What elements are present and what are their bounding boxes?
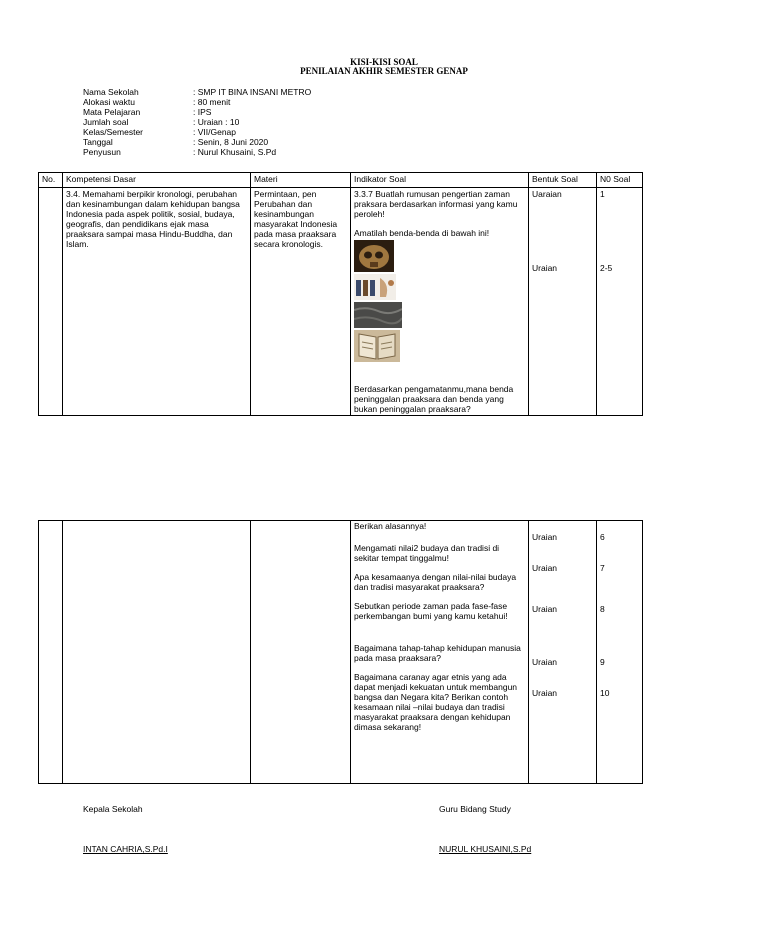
meta-row	[83, 107, 311, 117]
header-no-soal: N0 Soal	[597, 173, 643, 188]
meta-row	[83, 127, 311, 137]
cave-wall-image	[354, 302, 402, 328]
meta-label: Mata Pelajaran	[83, 107, 141, 117]
document-title: KISI-KISI SOAL	[350, 57, 418, 67]
indikator-text: Mengamati nilai2 budaya dan tradisi di sekitar tempat tinggalmu!	[354, 543, 500, 564]
cell-bentuk-soal	[529, 521, 597, 784]
no-soal-value: 8	[600, 604, 605, 615]
meta-value: : Senin, 8 Juni 2020	[193, 137, 269, 147]
cell-materi	[251, 521, 351, 784]
meta-value: : SMP IT BINA INSANI METRO	[193, 87, 312, 97]
header-no: No.	[39, 173, 63, 188]
indikator-text: Berdasarkan pengamatanmu,mana benda peninggalan praaksara dan benda yang bukan peninggalan praaksara?	[354, 384, 514, 415]
header-indikator: Indikator Soal	[351, 173, 529, 188]
no-soal-value: 2-5	[600, 263, 613, 274]
indikator-text: Apa kesamaanya dengan nilai-nilai budaya dan tradisi masyarakat praaksara?	[354, 572, 517, 593]
no-soal-value: 1	[600, 189, 605, 199]
kepala-sekolah-name: INTAN CAHRIA,S.Pd.I	[83, 844, 168, 854]
cell-kompetensi-dasar	[63, 521, 251, 784]
no-soal-value: 6	[600, 532, 605, 542]
indikator-text: Bagaimana tahap-tahap kehidupan manusia pada masa praaksara?	[354, 643, 521, 664]
bentuk-value: Uraian	[532, 532, 558, 542]
meta-value: : IPS	[193, 107, 212, 117]
cell-no-soal	[597, 521, 643, 784]
no-soal-value: 10	[600, 688, 610, 699]
indikator-text: Bagaimana caranay agar etnis yang ada dapat menjadi kekuatan untuk membangun bangsa dan Negara kita? Berikan contoh kesamaan nilai –nilai budaya dan tradisi masyarakat praaksara dengan kehidupan dimasa sekarang!	[354, 672, 518, 733]
cell-indikator	[351, 521, 529, 784]
document-subtitle: PENILAIAN AKHIR SEMESTER GENAP	[300, 66, 468, 76]
indikator-text: Sebutkan periode zaman pada fase-fase perkembangan bumi yang kamu ketahui!	[354, 601, 508, 622]
guru-bidang-name: NURUL KHUSAINI,S.Pd	[439, 844, 532, 854]
skull-fossil-image	[354, 240, 394, 272]
meta-row	[83, 97, 311, 107]
meta-label: Jumlah soal	[83, 117, 129, 127]
meta-row	[83, 137, 311, 147]
header-kompetensi: Kompetensi Dasar	[63, 173, 251, 188]
cell-kompetensi-dasar: 3.4. Memahami berpikir kronologi, perubahan dan kesinambungan dalam kehidupan bangsa Indonesia pada aspek politik, sosial, budaya, geografis, dan pendidikans ejak masa praaksara sampai masa Hindu-Buddha, dan Islam.	[63, 188, 251, 416]
cell-indikator	[351, 188, 529, 416]
meta-label: Penyusun	[83, 147, 121, 157]
kisi-table-page-1	[38, 172, 643, 416]
meta-info	[83, 87, 311, 157]
ancient-book-image	[354, 330, 400, 362]
no-soal-value: 9	[600, 657, 605, 668]
table-header-row	[39, 173, 643, 188]
table-row	[39, 521, 643, 784]
header-bentuk: Bentuk Soal	[529, 173, 597, 188]
cell-bentuk-soal	[529, 188, 597, 416]
meta-row	[83, 147, 311, 157]
bentuk-value: Uraian	[532, 263, 558, 274]
indikator-text: Amatilah benda-benda di bawah ini!	[354, 228, 490, 239]
kisi-table-page-2	[38, 520, 643, 784]
indikator-text: 3.3.7 Buatlah rumusan pengertian zaman praksara berdasarkan informasi yang kamu peroleh!	[354, 189, 518, 220]
indikator-text: Berikan alasannya!	[354, 521, 427, 531]
no-soal-value: 7	[600, 563, 605, 574]
meta-value: : Uraian : 10	[193, 117, 240, 127]
cell-no-soal	[597, 188, 643, 416]
bentuk-value: Uraian	[532, 604, 558, 615]
stone-tools-image	[354, 274, 396, 300]
meta-label: Tanggal	[83, 137, 113, 147]
cell-materi: Permintaan, pen Perubahan dan kesinambungan masyarakat Indonesia pada masa praaksara secara kronologis.	[251, 188, 351, 416]
meta-label: Nama Sekolah	[83, 87, 139, 97]
meta-label: Kelas/Semester	[83, 127, 143, 137]
cell-no	[39, 188, 63, 416]
meta-row	[83, 117, 311, 127]
cell-no	[39, 521, 63, 784]
bentuk-value: Uraian	[532, 563, 558, 574]
meta-value: : Nurul Khusaini, S.Pd	[193, 147, 277, 157]
meta-value: : VII/Genap	[193, 127, 236, 137]
bentuk-value: Uraian	[532, 688, 558, 699]
meta-row	[83, 87, 311, 97]
bentuk-value: Uaraian	[532, 189, 562, 199]
header-materi: Materi	[251, 173, 351, 188]
bentuk-value: Uraian	[532, 657, 558, 668]
guru-bidang-label: Guru Bidang Study	[439, 804, 511, 814]
kepala-sekolah-label: Kepala Sekolah	[83, 804, 143, 814]
meta-label: Alokasi waktu	[83, 97, 135, 107]
meta-value: : 80 menit	[193, 97, 231, 107]
table-row	[39, 188, 643, 416]
